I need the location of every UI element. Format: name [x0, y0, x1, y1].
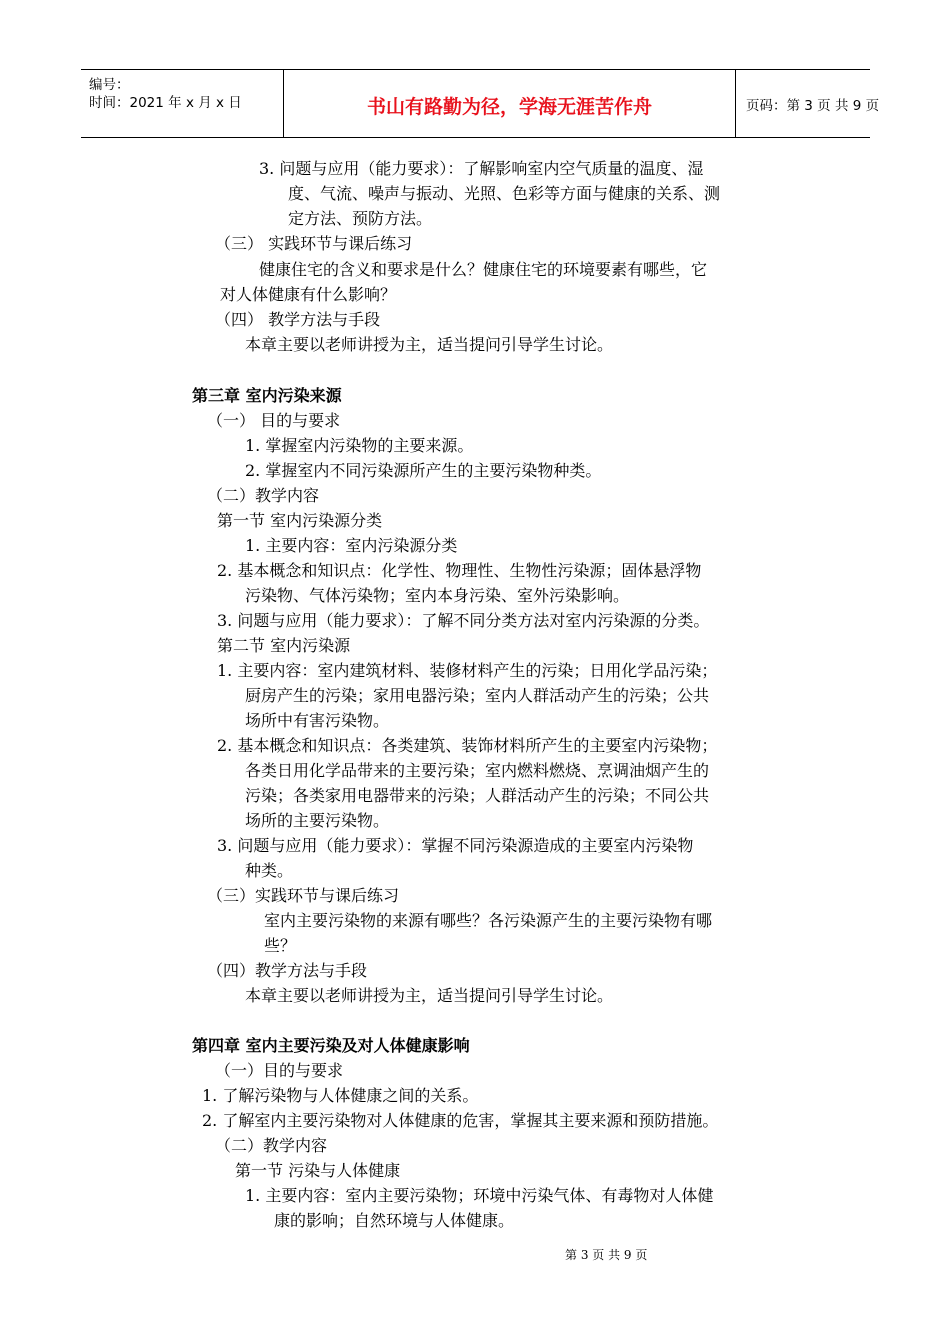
section-heading: （三）实践环节与课后练习	[207, 886, 400, 905]
text-line: 2. 了解室内主要污染物对人体健康的危害，掌握其主要来源和预防措施。	[202, 1111, 719, 1130]
section-heading: （一）目的与要求	[215, 1061, 344, 1080]
section-heading: （三） 实践环节与课后练习	[215, 234, 413, 253]
header-page-cell	[736, 70, 880, 137]
text-line: 2. 基本概念和知识点：各类建筑、装饰材料所产生的主要室内污染物；	[217, 736, 718, 755]
text-line: 度、气流、噪声与振动、光照、色彩等方面与健康的关系、测	[288, 184, 721, 203]
page-header	[81, 69, 880, 138]
text-line: 3. 问题与应用（能力要求）：掌握不同污染源造成的主要室内污染物	[217, 836, 694, 855]
subsection-heading: 第一节 污染与人体健康	[235, 1161, 401, 1180]
document-number-label: 编号：	[89, 77, 130, 93]
text-line: 2. 掌握室内不同污染源所产生的主要污染物种类。	[245, 461, 602, 480]
text-line: 场所中有害污染物。	[245, 711, 390, 730]
text-line: 康的影响；自然环境与人体健康。	[274, 1211, 515, 1230]
text-line: 污染物、气体污染物；室内本身污染、室外污染影响。	[245, 586, 630, 605]
document-date-label: 时间：2021 年 x 月 x 日	[89, 95, 242, 111]
section-heading: （二）教学内容	[215, 1136, 328, 1155]
text-line: 对人体健康有什么影响？	[220, 285, 397, 304]
text-line: 3. 问题与应用（能力要求）：了解不同分类方法对室内污染源的分类。	[217, 611, 710, 630]
header-motto: 书山有路勤为径，学海无涯苦作舟	[366, 96, 652, 118]
section-heading: （二）教学内容	[207, 486, 320, 505]
header-info-cell	[81, 70, 284, 137]
text-line: 1. 掌握室内污染物的主要来源。	[245, 436, 474, 455]
text-line: 健康住宅的含义和要求是什么？健康住宅的环境要素有哪些，它	[259, 260, 708, 279]
section-heading: （四） 教学方法与手段	[215, 310, 381, 329]
text-line: 些？	[264, 936, 297, 955]
text-line: 场所的主要污染物。	[245, 811, 390, 830]
subsection-heading: 第一节 室内污染源分类	[217, 511, 383, 530]
text-line: 1. 主要内容：室内主要污染物；环境中污染气体、有毒物对人体健	[245, 1186, 714, 1205]
chapter-title: 第四章 室内主要污染及对人体健康影响	[192, 1036, 470, 1055]
text-line: 3. 问题与应用（能力要求）：了解影响室内空气质量的温度、湿	[259, 159, 704, 178]
text-line: 1. 了解污染物与人体健康之间的关系。	[202, 1086, 479, 1105]
subsection-heading: 第二节 室内污染源	[217, 636, 351, 655]
text-line: 厨房产生的污染；家用电器污染；室内人群活动产生的污染；公共	[245, 686, 710, 705]
text-line: 室内主要污染物的来源有哪些？各污染源产生的主要污染物有哪	[264, 911, 713, 930]
header-page-number: 页码：第 3 页 共 9 页	[746, 98, 880, 114]
chapter-title: 第三章 室内污染来源	[192, 386, 342, 405]
text-line: 定方法、预防方法。	[288, 209, 433, 228]
section-heading: （四）教学方法与手段	[207, 961, 368, 980]
header-motto-cell	[284, 70, 736, 137]
text-line: 污染；各类家用电器带来的污染；人群活动产生的污染；不同公共	[245, 786, 710, 805]
page-footer: 第 3 页 共 9 页	[565, 1248, 648, 1262]
text-line: 本章主要以老师讲授为主，适当提问引导学生讨论。	[245, 986, 614, 1005]
text-line: 种类。	[245, 861, 294, 880]
text-line: 1. 主要内容：室内污染源分类	[245, 536, 458, 555]
text-line: 1. 主要内容：室内建筑材料、装修材料产生的污染；日用化学品污染；	[217, 661, 718, 680]
text-line: 本章主要以老师讲授为主，适当提问引导学生讨论。	[245, 335, 614, 354]
text-line: 2. 基本概念和知识点：化学性、物理性、生物性污染源；固体悬浮物	[217, 561, 702, 580]
section-heading: （一） 目的与要求	[207, 411, 341, 430]
text-line: 各类日用化学品带来的主要污染；室内燃料燃烧、烹调油烟产生的	[245, 761, 710, 780]
